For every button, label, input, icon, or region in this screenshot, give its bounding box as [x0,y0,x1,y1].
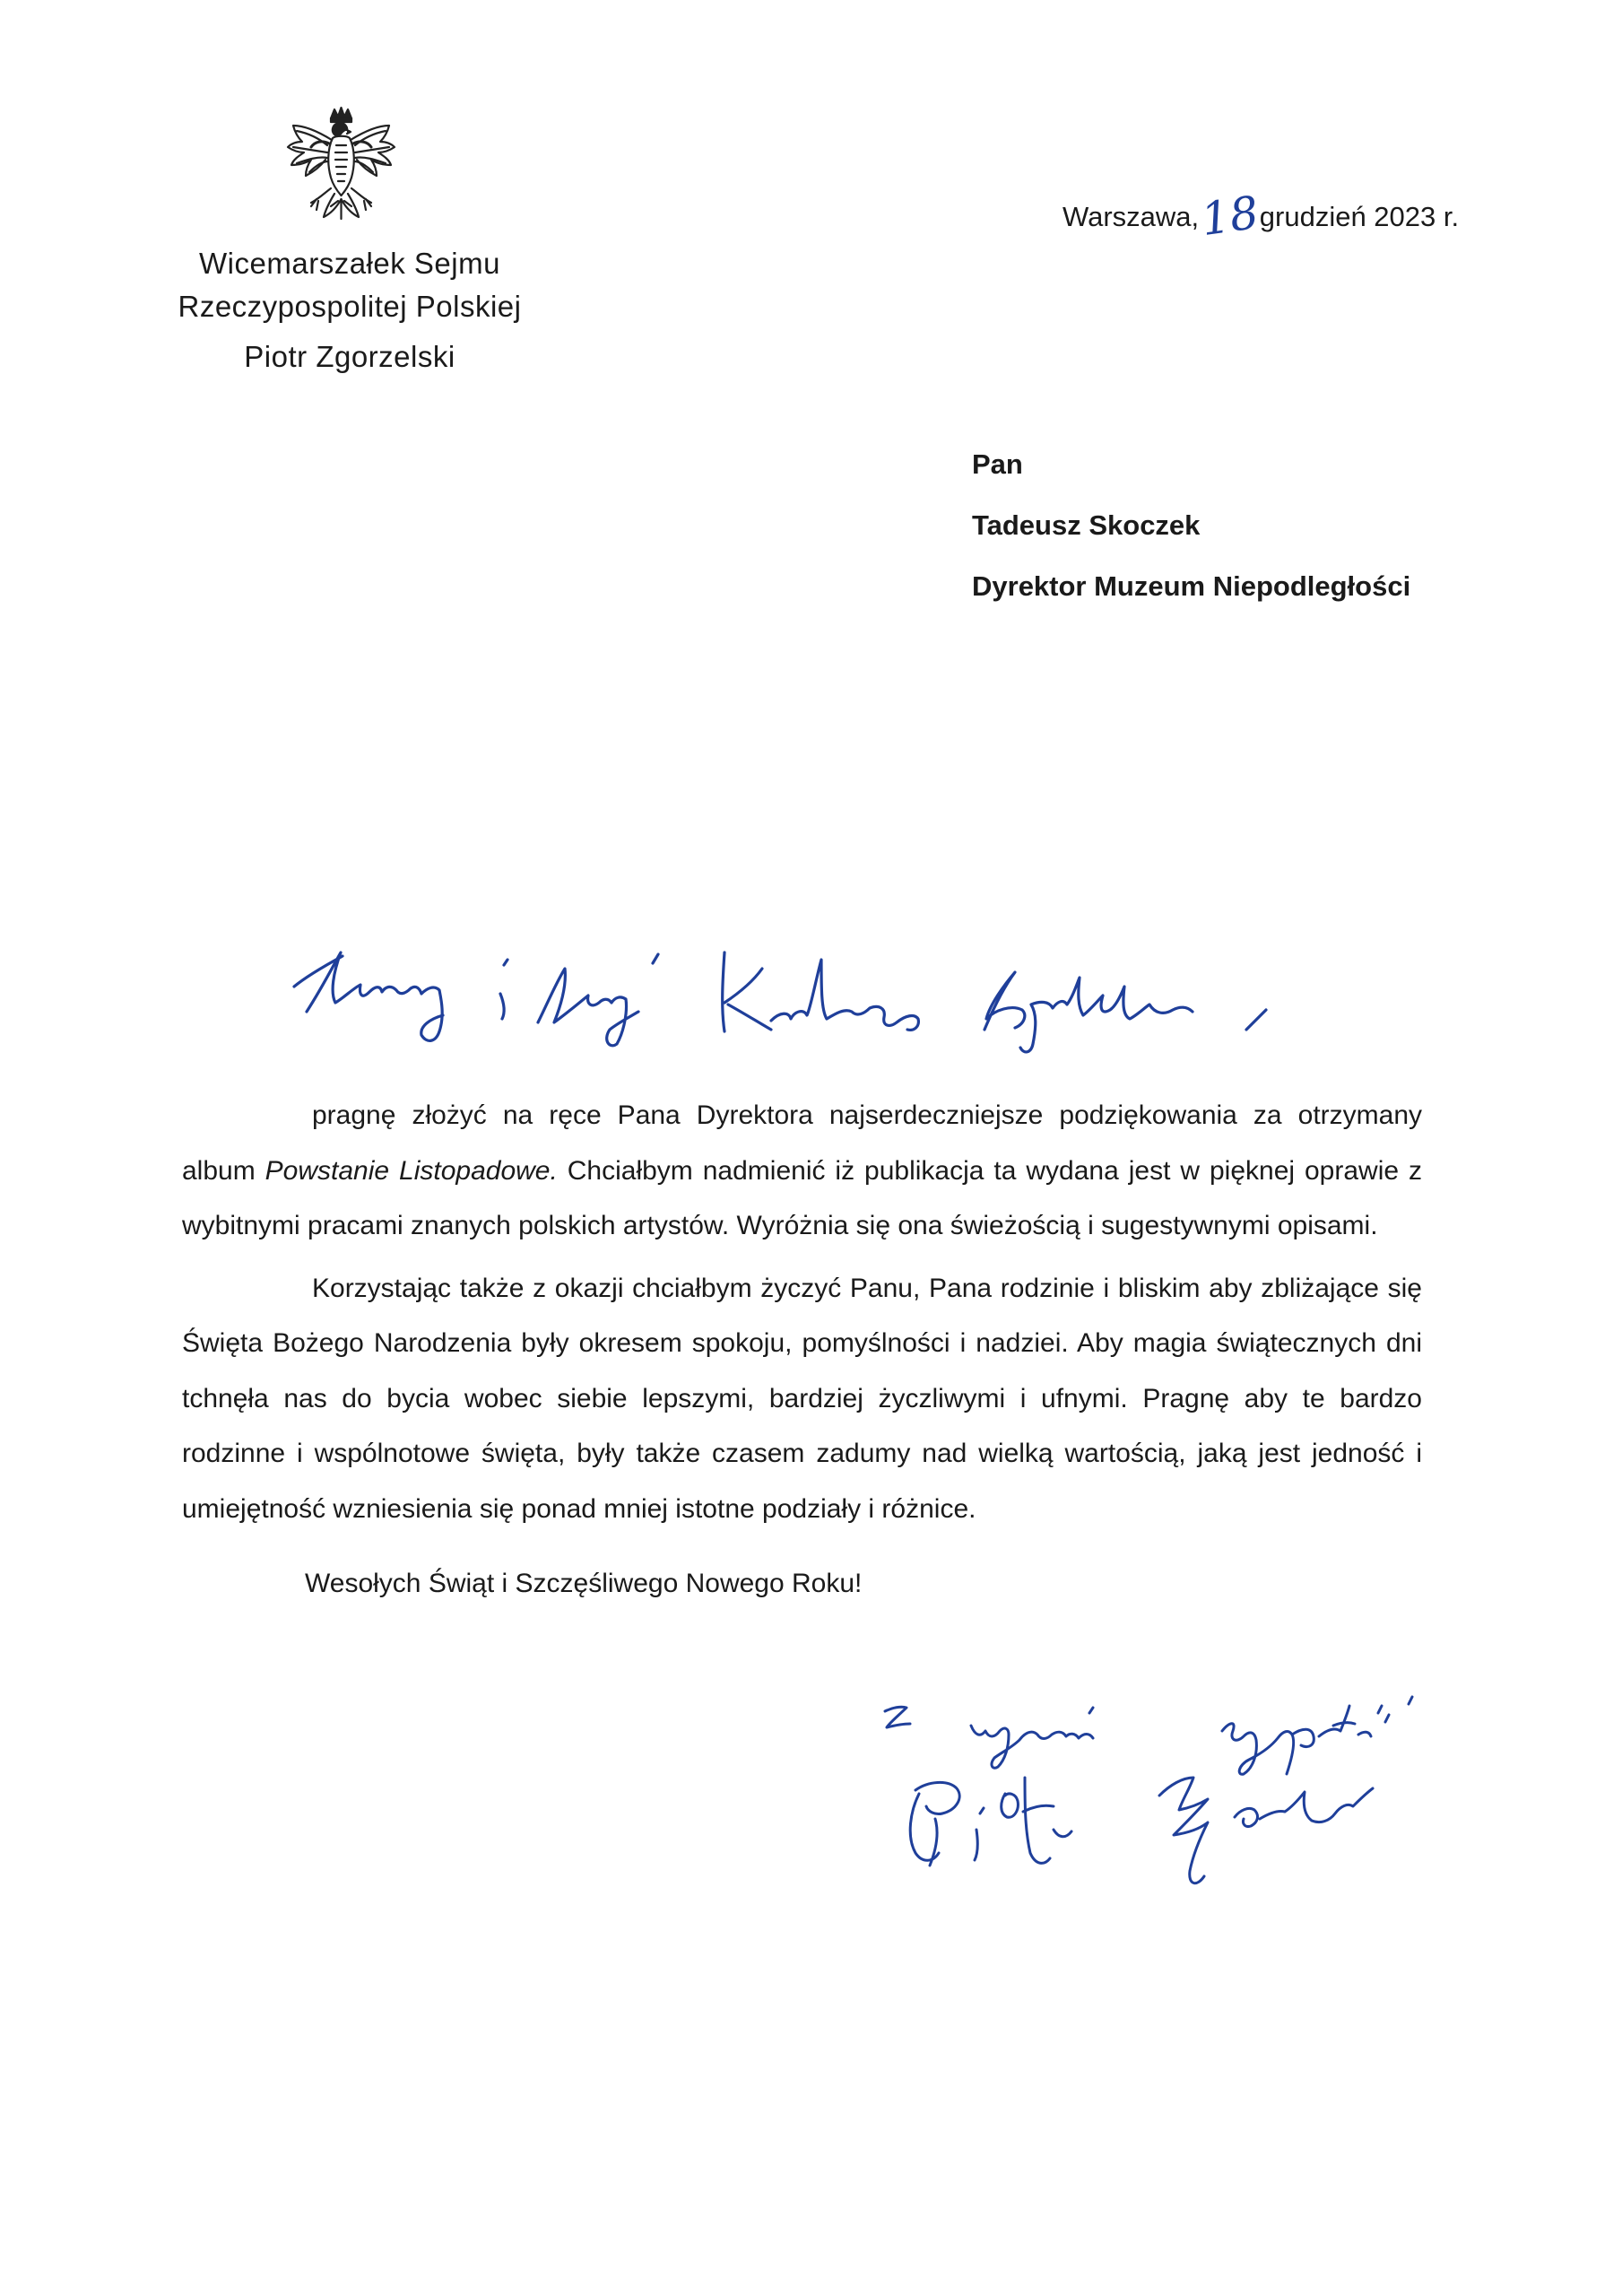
album-title: Powstanie Listopadowe. [265,1155,558,1186]
body-p1-start: pragnę złożyć na ręce Pana Dyrektora najserdeczniejsze podziękowania za otrzymany album [182,1100,1422,1186]
recipient-salutation: Pan [972,448,1023,480]
date-month-year: grudzień 2023 r. [1259,201,1460,232]
polish-eagle-emblem-icon [284,106,398,232]
sender-name: Piotr Zgorzelski [244,340,455,373]
dateline [1063,185,1460,247]
body-p1-end: Chciałbym nadmienić iż publikacja ta wydana jest w pięknej oprawie z wybitnymi pracami znanych polskich artystów. Wyróżnia się ona świeżością i sugestywnymi opisami. [182,1155,1422,1240]
body-paragraph-1 [182,1088,1422,1254]
body-paragraph-3: Wesołych Świąt i Szczęśliwego Nowego Roku! [305,1569,863,1598]
handwritten-salutation [287,933,1470,1067]
recipient-position: Dyrektor Muzeum Niepodległości [972,570,1411,602]
letter-body [182,1088,1422,1612]
date-city: Warszawa, [1063,201,1200,232]
body-paragraph-2: Korzystając także z okazji chciałbym życzyć Panu, Pana rodzinie i bliskim aby zbliżające się Święta Bożego Narodzenia były okresem spokoju, pomyślności i nadziei. Aby magia świątecznych dni tchnęła nas do bycia wobec siebie lepszymi, bardziej życzliwymi i ufnymi. Pragnę aby te bardzo rodzinne i wspólnotowe święta, były także czasem zadumy nad wielką wartością, jaką jest jedność i umiejętność wzniesienia się ponad mniej istotne podziały i różnice. [182,1273,1422,1524]
recipient-name: Tadeusz Skoczek [972,509,1201,541]
sender-title-line2: Rzeczypospolitej Polskiej [178,290,522,323]
sender-title-line1: Wicemarszałek Sejmu [199,247,500,280]
sender-block [161,242,538,378]
handwritten-signature [874,1695,1520,1910]
date-day-handwritten: 18 [1198,186,1262,247]
recipient-block [972,434,1410,617]
